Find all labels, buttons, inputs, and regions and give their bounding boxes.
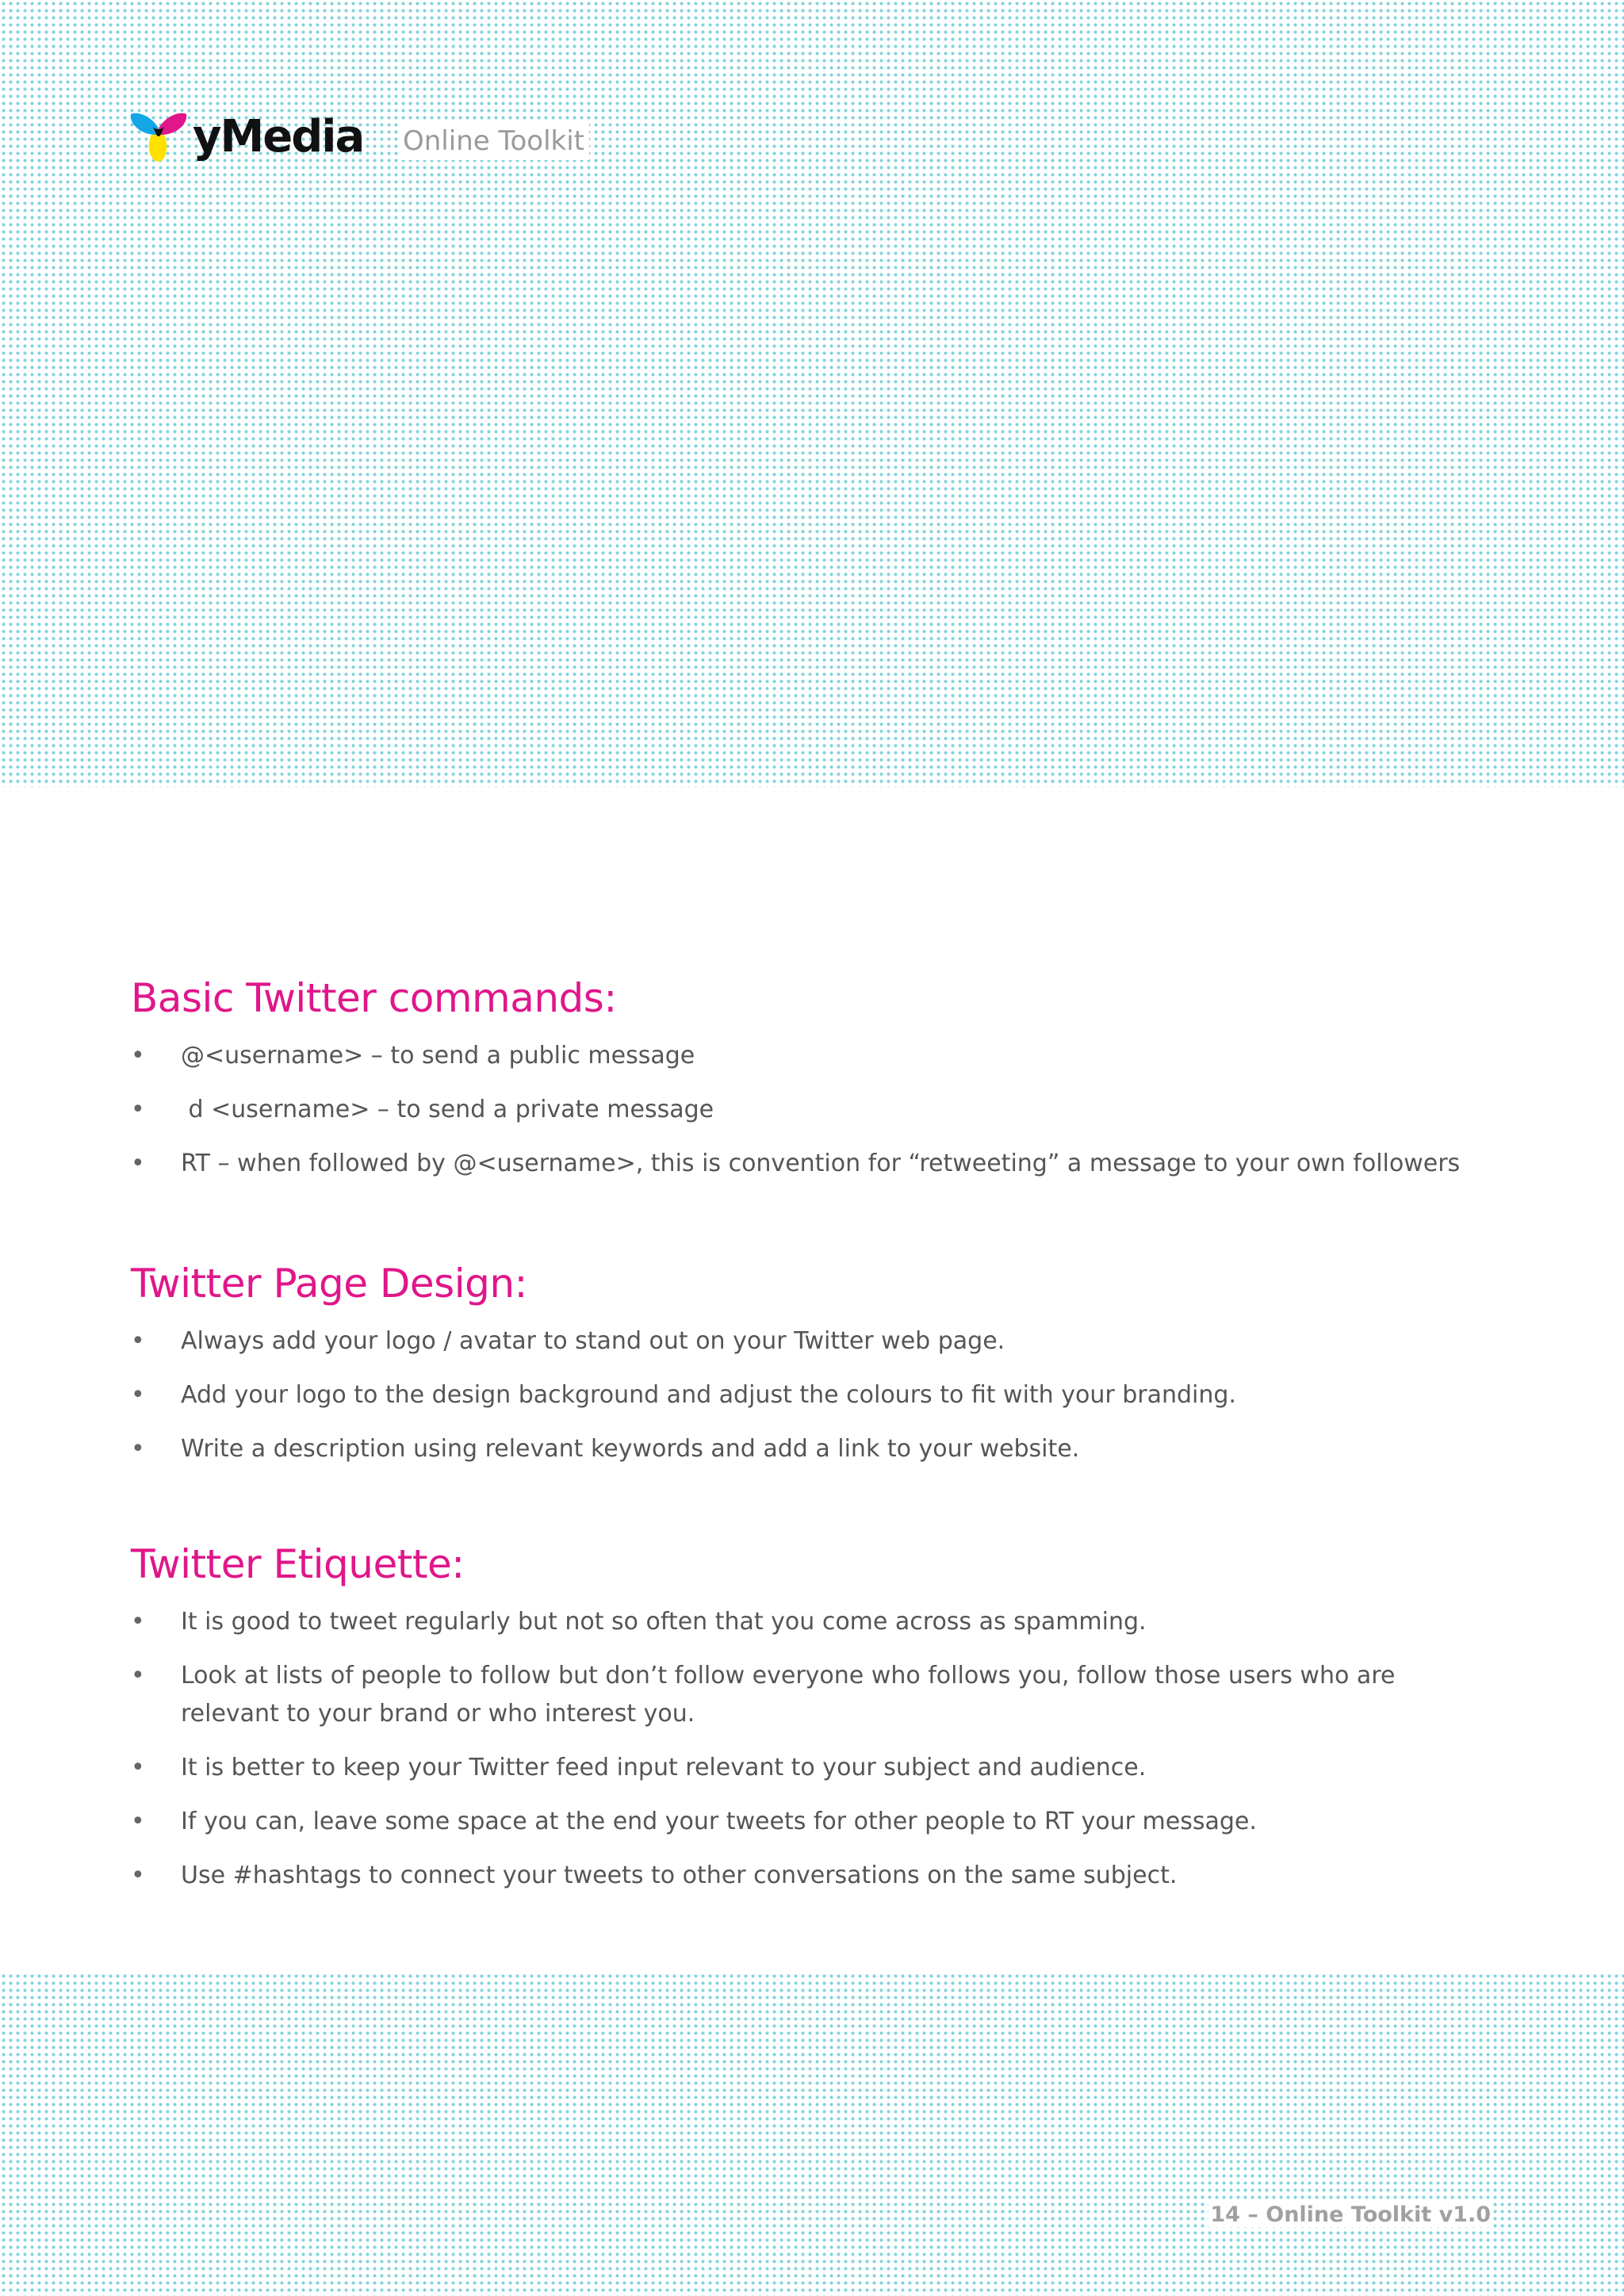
page-design-list (131, 1322, 1495, 1468)
bullet-icon: • (131, 1150, 145, 1177)
basic-commands-list (131, 1037, 1495, 1183)
section-title-etiquette: Twitter Etiquette: (131, 1541, 465, 1587)
list-item-text: Look at lists of people to follow but don’t follow everyone who follows you, follow those users who are relevant to your brand or who interest you. (181, 1662, 1396, 1728)
list-item (131, 1430, 1495, 1468)
main-content (131, 975, 1495, 1895)
list-item (131, 1145, 1495, 1183)
list-item (131, 1803, 1495, 1841)
bullet-icon: • (131, 1808, 145, 1835)
list-item-text: If you can, leave some space at the end your tweets for other people to RT your message. (181, 1808, 1257, 1835)
list-item (131, 1037, 1495, 1075)
section-title-page-design: Twitter Page Design: (131, 1261, 527, 1307)
bullet-icon: • (131, 1096, 145, 1123)
bullet-icon: • (131, 1042, 145, 1070)
list-item (131, 1091, 1495, 1129)
list-item (131, 1376, 1495, 1414)
list-item (131, 1657, 1495, 1733)
bullet-icon: • (131, 1435, 145, 1463)
bullet-icon: • (131, 1862, 145, 1889)
list-item-text: Use #hashtags to connect your tweets to other conversations on the same subject. (181, 1862, 1178, 1889)
list-item-text: d <username> – to send a private message (181, 1096, 714, 1123)
bullet-icon: • (131, 1754, 145, 1781)
etiquette-list (131, 1603, 1495, 1895)
list-item (131, 1322, 1495, 1360)
brand-name: yMedia (193, 111, 364, 163)
page-footer: 14 – Online Toolkit v1.0 (1210, 2202, 1491, 2227)
list-item-text: RT – when followed by @<username>, this is convention for “retweeting” a message to your own followers (181, 1150, 1461, 1177)
list-item-text: It is better to keep your Twitter feed input relevant to your subject and audience. (181, 1754, 1147, 1781)
butterfly-logo-icon (129, 111, 188, 163)
ymedia-logo (129, 109, 363, 165)
list-item-text: It is good to tweet regularly but not so often that you come across as spamming. (181, 1608, 1147, 1636)
list-item-text: @<username> – to send a public message (181, 1042, 695, 1070)
bullet-icon: • (131, 1608, 145, 1636)
list-item-text: Add your logo to the design background and adjust the colours to fit with your branding. (181, 1381, 1236, 1409)
list-item (131, 1749, 1495, 1787)
section-title-basic-commands: Basic Twitter commands: (131, 975, 617, 1021)
dot-pattern-bottom (0, 1973, 1624, 2296)
bullet-icon: • (131, 1381, 145, 1409)
bullet-icon: • (131, 1662, 145, 1689)
header-subtitle: Online Toolkit (398, 122, 589, 160)
bullet-icon: • (131, 1327, 145, 1355)
list-item-text: Write a description using relevant keywords and add a link to your website. (181, 1435, 1080, 1463)
list-item (131, 1603, 1495, 1641)
list-item (131, 1857, 1495, 1895)
list-item-text: Always add your logo / avatar to stand out on your Twitter web page. (181, 1327, 1005, 1355)
